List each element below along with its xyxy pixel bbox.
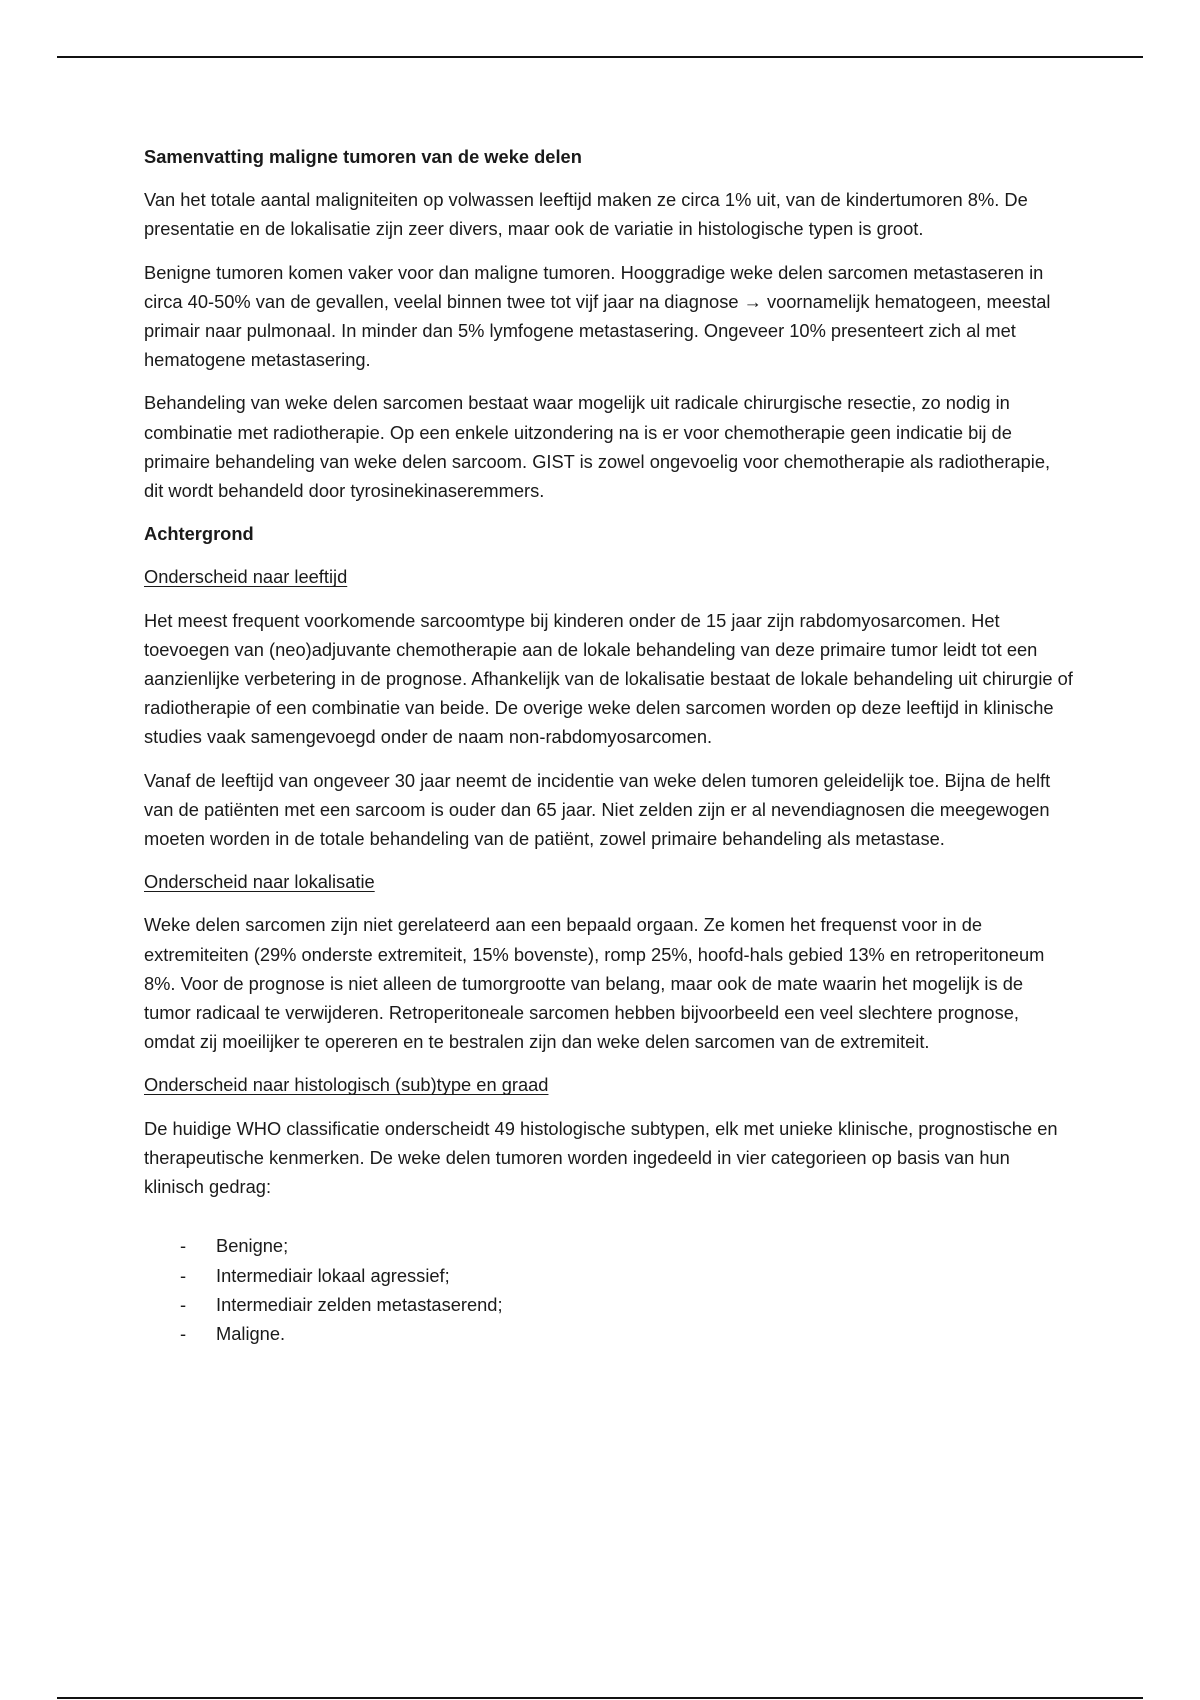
bullet-dash: - — [180, 1293, 187, 1315]
intro-paragraph-1: Van het totale aantal maligniteiten op volwassen leeftijd maken ze circa 1% uit, van de kindertumoren 8%. De presentatie en de lokalisatie zijn zeer divers, maar ook de variatie in histologische typen is groot. — [144, 189, 1028, 240]
histology-paragraph: De huidige WHO classificatie onderscheidt 49 histologische subtypen, elk met unieke klinische, prognostische en therapeutische kenmerken. De weke delen tumoren worden ingedeeld in vier categorieen op basis van hun klinisch gedrag: — [144, 1117, 1058, 1198]
category-list — [144, 1231, 1074, 1348]
location-paragraph: Weke delen sarcomen zijn niet gerelateerd aan een bepaald orgaan. Ze komen het frequenst voor in de extremiteiten (29% onderste extremiteit, 15% bovenste), romp 25%, hoofd-hals gebied 13% en retroperitoneum 8%. Voor de prognose is niet alleen de tumorgrootte van belang, maar ook de mate waarin het mogelijk is de tumor radicaal te verwijderen. Retroperitoneale sarcomen hebben bijvoorbeeld een veel slechtere prognose, omdat zij moeilijker te opereren en te bestralen zijn dan weke delen sarcomen van de extremiteit. — [144, 914, 1045, 1053]
footer-rule — [57, 1697, 1143, 1699]
age-paragraph-1: Het meest frequent voorkomende sarcoomtype bij kinderen onder de 15 jaar zijn rabdomyosarcomen. Het toevoegen van (neo)adjuvante chemotherapie aan de lokale behandeling van deze primaire tumor leidt tot een aanzienlijke verbetering in de prognose. Afhankelijk van de lokalisatie bestaat de lokale behandeling uit chirurgie of radiotherapie of een combinatie van beide. De overige weke delen sarcomen worden op deze leeftijd in klinische studies vaak samengevoegd onder de naam non-rabdomyosarcomen. — [144, 609, 1073, 748]
list-item-label: Intermediair zelden metastaserend; — [216, 1293, 503, 1315]
document-body — [144, 142, 1074, 1348]
histology-section-heading: Onderscheid naar histologisch (sub)type en graad — [144, 1074, 549, 1096]
list-item — [144, 1231, 1074, 1260]
age-section-heading: Onderscheid naar leeftijd — [144, 566, 348, 588]
header-rule — [57, 56, 1143, 58]
background-heading: Achtergrond — [144, 523, 254, 545]
list-item — [144, 1290, 1074, 1319]
list-item-label: Maligne. — [216, 1322, 286, 1344]
document-title: Samenvatting maligne tumoren van de weke delen — [144, 146, 582, 167]
location-section-heading: Onderscheid naar lokalisatie — [144, 871, 375, 893]
bullet-dash: - — [180, 1264, 187, 1286]
list-item-label: Intermediair lokaal agressief; — [216, 1264, 450, 1286]
intro-paragraph-3: Behandeling van weke delen sarcomen bestaat waar mogelijk uit radicale chirurgische resectie, zo nodig in combinatie met radiotherapie. Op een enkele uitzondering na is er voor chemotherapie geen indicatie bij de primaire behandeling van weke delen sarcoom. GIST is zowel ongevoelig voor chemotherapie als radiotherapie, dit wordt behandeld door tyrosinekinaseremmers. — [144, 392, 1051, 502]
list-item — [144, 1261, 1074, 1290]
bullet-dash: - — [180, 1322, 187, 1344]
intro-paragraph-2: Benigne tumoren komen vaker voor dan maligne tumoren. Hooggradige weke delen sarcomen metastaseren in circa 40-50% van de gevallen, veelal binnen twee tot vijf jaar na diagnose → voornamelijk hematogeen, meestal primair naar pulmonaal. In minder dan 5% lymfogene metastasering. Ongeveer 10% presenteert zich al met hematogene metastasering. — [144, 261, 1051, 371]
age-paragraph-2: Vanaf de leeftijd van ongeveer 30 jaar neemt de incidentie van weke delen tumoren geleidelijk toe. Bijna de helft van de patiënten met een sarcoom is ouder dan 65 jaar. Niet zelden zijn er al nevendiagnosen die meegewogen moeten worden in de totale behandeling van de patiënt, zowel primaire behandeling als metastase. — [144, 769, 1051, 850]
list-item — [144, 1319, 1074, 1348]
bullet-dash: - — [180, 1235, 187, 1257]
list-item-label: Benigne; — [216, 1235, 289, 1257]
